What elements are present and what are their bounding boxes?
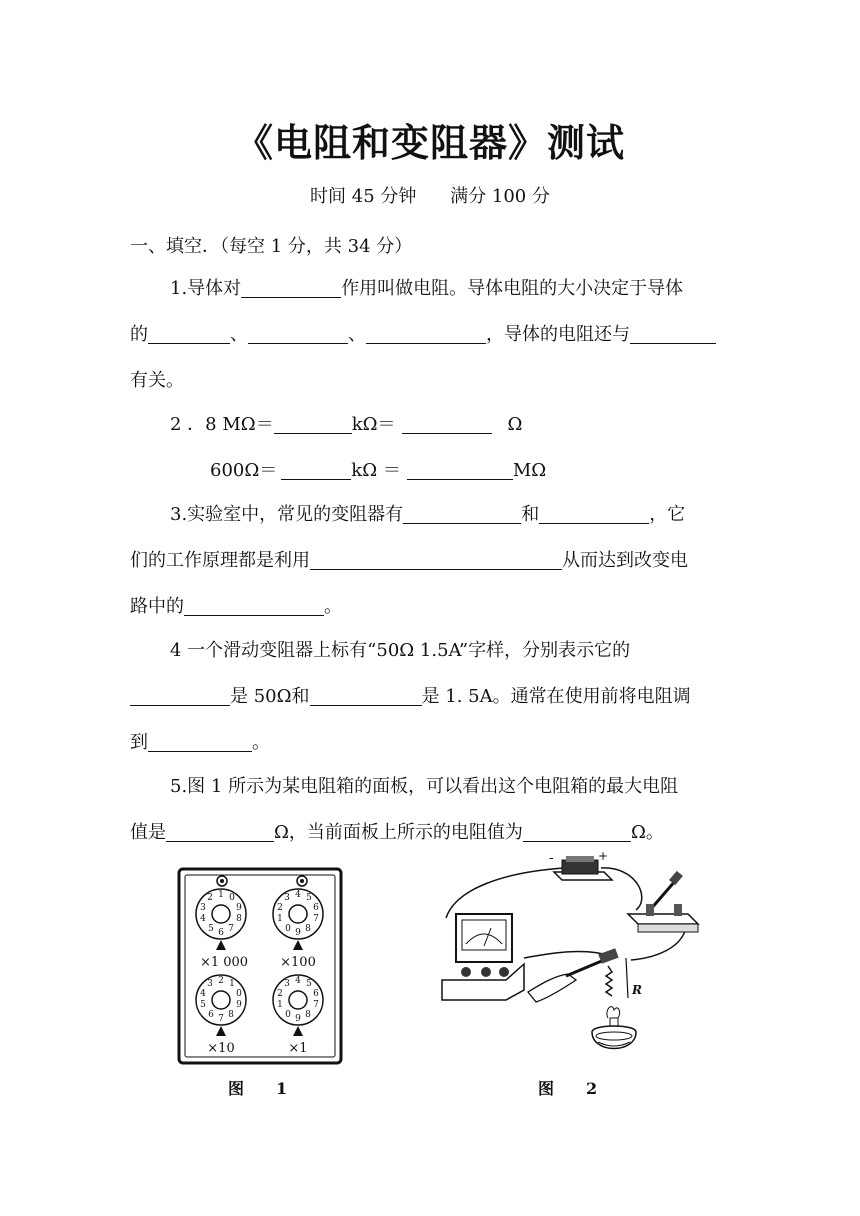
q2-text: 2 ．8 MΩ＝ <box>170 414 274 435</box>
answer-blank[interactable] <box>281 461 351 480</box>
question-5-line-1: 5.图 1 所示为某电阻箱的面板，可以看出这个电阻箱的最大电阻 <box>170 776 679 797</box>
resistor-label: R <box>632 983 642 997</box>
q3-text: 从而达到改变电 <box>562 550 688 571</box>
question-4-line-2 <box>130 682 691 708</box>
figure-1-resistance-box <box>176 866 344 1066</box>
svg-text:8: 8 <box>228 1010 234 1020</box>
svg-text:3: 3 <box>207 979 213 989</box>
q3-text: 3.实验室中，常见的变阻器有 <box>170 504 404 525</box>
svg-text:3: 3 <box>284 979 290 989</box>
dial-multiplier-label: ×1 000 <box>199 955 249 970</box>
answer-blank[interactable] <box>310 687 422 706</box>
svg-text:7: 7 <box>313 914 319 924</box>
svg-text:7: 7 <box>313 1000 319 1010</box>
switch-icon[interactable] <box>628 871 698 932</box>
svg-text:6: 6 <box>313 989 319 999</box>
svg-text:1: 1 <box>277 914 283 924</box>
q3-text: 和 <box>521 504 540 525</box>
svg-text:3: 3 <box>200 903 206 913</box>
answer-blank[interactable] <box>166 823 274 842</box>
page-title: 《电阻和变阻器》测试 <box>234 121 625 165</box>
svg-text:0: 0 <box>285 924 291 934</box>
question-3-line-2 <box>130 546 688 572</box>
q2-text: kΩ ＝ <box>351 460 401 481</box>
q3-text: 路中的 <box>130 596 184 617</box>
svg-text:4: 4 <box>295 890 301 900</box>
answer-blank[interactable] <box>407 461 513 480</box>
answer-blank[interactable] <box>148 733 252 752</box>
answer-blank[interactable] <box>630 325 716 344</box>
answer-blank[interactable] <box>184 597 324 616</box>
dial-multiplier-label: ×100 <box>280 955 316 970</box>
question-4-line-1: 4 一个滑动变阻器上标有“50Ω 1.5A”字样，分别表示它的 <box>170 640 631 661</box>
answer-blank[interactable] <box>310 551 562 570</box>
svg-text:7: 7 <box>228 924 234 934</box>
question-5-line-2 <box>130 818 664 844</box>
hand-with-tongs-icon <box>528 948 619 1002</box>
answer-blank[interactable] <box>241 279 341 298</box>
battery-plus-label: + <box>598 849 609 863</box>
q4-text: 是 50Ω和 <box>230 686 310 707</box>
answer-blank[interactable] <box>539 505 649 524</box>
svg-text:0: 0 <box>285 1010 291 1020</box>
alcohol-lamp-icon <box>592 1007 636 1049</box>
svg-text:4: 4 <box>295 976 301 986</box>
exam-subtitle <box>0 182 860 208</box>
q4-text: 是 1. 5A。通常在使用前将电阻调 <box>421 686 691 707</box>
svg-text:6: 6 <box>218 928 224 938</box>
answer-blank[interactable] <box>248 325 348 344</box>
figure-2-caption: 图 2 <box>538 1079 598 1098</box>
q3-text: 。 <box>324 596 342 617</box>
question-2-line-2 <box>210 456 546 482</box>
svg-text:4: 4 <box>200 914 206 924</box>
svg-text:5: 5 <box>306 893 312 903</box>
q5-text: Ω。 <box>630 822 664 843</box>
svg-text:5: 5 <box>200 1000 206 1010</box>
figure-2-circuit <box>436 848 726 1072</box>
q1-text: 、 <box>230 324 248 345</box>
answer-blank[interactable] <box>523 823 631 842</box>
question-3-line-3 <box>130 592 342 618</box>
svg-text:8: 8 <box>305 1010 311 1020</box>
q5-text: 值是 <box>130 822 166 843</box>
svg-text:2: 2 <box>277 903 283 913</box>
question-1-line-2 <box>130 320 716 346</box>
q2-text: 600Ω＝ <box>210 460 278 481</box>
question-1-line-1 <box>170 274 683 300</box>
svg-text:6: 6 <box>313 903 319 913</box>
answer-blank[interactable] <box>366 325 486 344</box>
svg-text:9: 9 <box>295 928 301 938</box>
svg-text:4: 4 <box>200 989 206 999</box>
svg-text:1: 1 <box>229 979 235 989</box>
svg-text:9: 9 <box>236 903 242 913</box>
question-2-line-1 <box>170 410 522 436</box>
svg-text:5: 5 <box>208 924 214 934</box>
answer-blank[interactable] <box>148 325 230 344</box>
svg-text:9: 9 <box>295 1014 301 1024</box>
question-3-line-1 <box>170 500 685 526</box>
answer-blank[interactable] <box>402 415 492 434</box>
figure-1-caption: 图 1 <box>228 1079 288 1098</box>
question-4-line-3 <box>130 728 270 754</box>
svg-text:1: 1 <box>218 890 224 900</box>
svg-text:8: 8 <box>305 924 311 934</box>
ammeter-icon <box>442 914 524 1000</box>
q1-text: 、 <box>348 324 366 345</box>
section-heading: 一、填空．（每空 1 分，共 34 分） <box>130 236 413 257</box>
svg-text:2: 2 <box>277 989 283 999</box>
svg-text:0: 0 <box>229 893 235 903</box>
dial-multiplier-label: ×1 <box>288 1041 308 1056</box>
svg-text:3: 3 <box>284 893 290 903</box>
svg-text:9: 9 <box>236 1000 242 1010</box>
q1-text: ，导体的电阻还与 <box>486 324 630 345</box>
svg-text:8: 8 <box>236 914 242 924</box>
svg-text:6: 6 <box>208 1010 214 1020</box>
svg-text:2: 2 <box>218 976 224 986</box>
question-1-line-3: 有关。 <box>130 370 184 391</box>
svg-text:5: 5 <box>306 979 312 989</box>
q5-text: Ω，当前面板上所示的电阻值为 <box>274 822 523 843</box>
q4-text: 。 <box>252 732 270 753</box>
q4-text: 到 <box>130 732 148 753</box>
q2-text: Ω <box>507 414 523 435</box>
svg-text:7: 7 <box>218 1014 224 1024</box>
dial-multiplier-label: ×10 <box>207 1041 235 1056</box>
q3-text: 们的工作原理都是利用 <box>130 550 310 571</box>
resistor-coil-icon <box>606 958 642 998</box>
q2-text: MΩ <box>512 460 547 481</box>
q2-text: kΩ＝ <box>351 414 396 435</box>
q1-text: 1.导体对 <box>170 278 242 299</box>
q1-text: 作用叫做电阻。导体电阻的大小决定于导体 <box>341 278 684 299</box>
svg-text:1: 1 <box>277 1000 283 1010</box>
exam-score: 满分 100 分 <box>450 186 550 207</box>
svg-text:0: 0 <box>236 989 242 999</box>
q1-text: 的 <box>130 324 148 345</box>
battery-minus-label: - <box>549 850 554 866</box>
svg-text:2: 2 <box>207 893 213 903</box>
answer-blank[interactable] <box>130 687 230 706</box>
exam-time: 时间 45 分钟 <box>310 186 417 207</box>
battery-icon <box>549 849 612 880</box>
answer-blank[interactable] <box>274 415 352 434</box>
answer-blank[interactable] <box>403 505 521 524</box>
q3-text: ，它 <box>649 504 686 525</box>
